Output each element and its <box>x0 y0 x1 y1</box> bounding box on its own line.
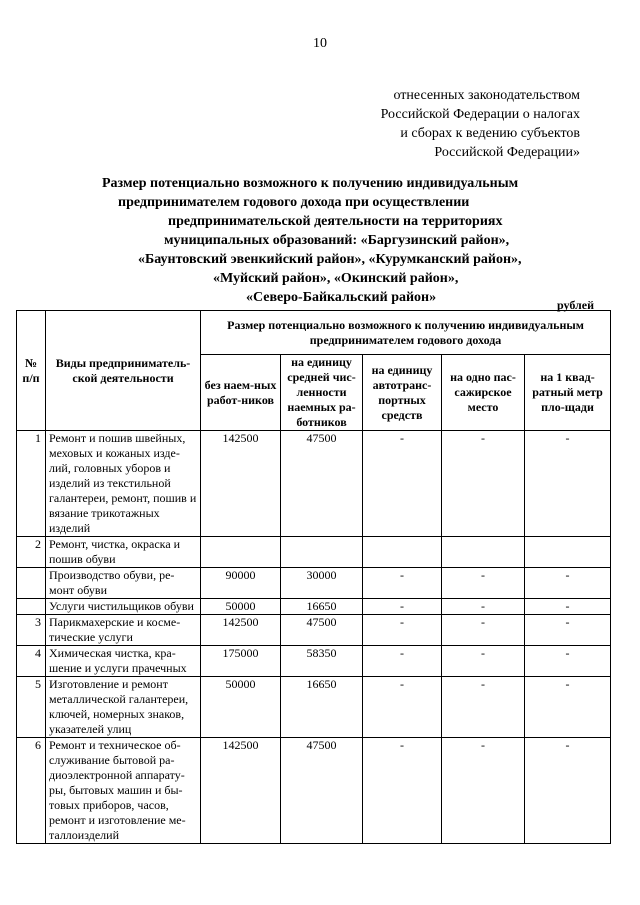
row-number <box>17 599 46 615</box>
row-activity: Услуги чистильщиков обуви <box>46 599 201 615</box>
row-number: 6 <box>17 738 46 844</box>
header-col-per-sqm: на 1 квад-ратный метр пло-щади <box>525 355 611 431</box>
row-activity: Химическая чистка, кра-шение и услуги прачечных <box>46 646 201 677</box>
page-number: 10 <box>313 36 327 51</box>
row-activity: Ремонт, чистка, окраска и пошив обуви <box>46 537 201 568</box>
header-col-per-vehicle: на единицу автотранс-портных средств <box>363 355 442 431</box>
title-line: «Баунтовский эвенкийский район», «Курумканский район», <box>138 252 522 267</box>
header-col-per-employee: на единицу средней чис-ленности наемных ра-ботников <box>281 355 363 431</box>
row-number: 3 <box>17 615 46 646</box>
row-value: - <box>363 677 442 738</box>
row-value: 47500 <box>281 615 363 646</box>
title-line: муниципальных образований: «Баргузинский район», <box>164 233 510 248</box>
row-value: - <box>442 615 525 646</box>
row-value: 16650 <box>281 599 363 615</box>
row-activity: Парикмахерские и косме-тические услуги <box>46 615 201 646</box>
row-value: - <box>442 677 525 738</box>
row-value: 90000 <box>201 568 281 599</box>
header-num: № п/п <box>17 311 46 431</box>
table-row <box>17 431 611 537</box>
header-note-line: Российской Федерации о налогах <box>380 107 580 122</box>
row-value: - <box>363 738 442 844</box>
table-row <box>17 738 611 844</box>
row-number: 1 <box>17 431 46 537</box>
title-line: «Муйский район», «Окинский район», <box>213 271 459 286</box>
row-value: - <box>363 615 442 646</box>
row-value <box>442 537 525 568</box>
table-row <box>17 568 611 599</box>
row-value <box>363 537 442 568</box>
row-number: 2 <box>17 537 46 568</box>
row-value <box>201 537 281 568</box>
row-value: 47500 <box>281 431 363 537</box>
row-value: - <box>525 646 611 677</box>
title-line: Размер потенциально возможного к получению индивидуальным <box>102 176 519 191</box>
row-value: 142500 <box>201 738 281 844</box>
row-number <box>17 568 46 599</box>
row-value: - <box>525 568 611 599</box>
row-value: - <box>363 646 442 677</box>
row-value <box>281 537 363 568</box>
units-label: рублей <box>556 298 594 312</box>
row-value: - <box>442 431 525 537</box>
row-value: - <box>442 599 525 615</box>
header-col-no-employees: без наем-ных работ-ников <box>201 355 281 431</box>
row-value: 30000 <box>281 568 363 599</box>
row-value: - <box>363 599 442 615</box>
row-value: 50000 <box>201 599 281 615</box>
table-row <box>17 599 611 615</box>
row-value: - <box>525 599 611 615</box>
row-value: - <box>363 568 442 599</box>
row-value: - <box>525 677 611 738</box>
row-value: - <box>525 615 611 646</box>
header-note <box>280 86 580 162</box>
header-activity: Виды предприниматель-ской деятельности <box>46 311 201 431</box>
table-row <box>17 615 611 646</box>
table-row <box>17 537 611 568</box>
title-line: предпринимательской деятельности на территориях <box>168 214 503 229</box>
header-note-line: Российской Федерации» <box>434 145 580 160</box>
header-row <box>17 311 611 355</box>
row-value: - <box>442 738 525 844</box>
row-value: - <box>525 431 611 537</box>
row-number: 4 <box>17 646 46 677</box>
row-value: 175000 <box>201 646 281 677</box>
row-value: - <box>525 738 611 844</box>
row-activity: Производство обуви, ре-монт обуви <box>46 568 201 599</box>
title-line: предпринимателем годового дохода при осуществлении <box>118 195 470 210</box>
row-value <box>525 537 611 568</box>
document-title <box>80 174 640 307</box>
table-row <box>17 677 611 738</box>
header-note-line: и сборах к ведению субъектов <box>400 126 580 141</box>
header-col-per-seat: на одно пас-сажирское место <box>442 355 525 431</box>
row-activity: Изготовление и ремонт металлической галантереи, ключей, номерных знаков, указателей улиц <box>46 677 201 738</box>
row-value: 50000 <box>201 677 281 738</box>
row-activity: Ремонт и пошив швейных, меховых и кожаных изде-лий, головных уборов и изделий из текстильной галантереи, ремонт, пошив и вязание трикотажных изделий <box>46 431 201 537</box>
row-number: 5 <box>17 677 46 738</box>
row-value: - <box>363 431 442 537</box>
row-value: 16650 <box>281 677 363 738</box>
table-row <box>17 646 611 677</box>
row-value: 142500 <box>201 615 281 646</box>
header-income-group: Размер потенциально возможного к получению индивидуальным предпринимателем годового дохода <box>201 311 611 355</box>
row-value: - <box>442 646 525 677</box>
income-table <box>16 310 611 844</box>
title-line: «Северо-Байкальский район» <box>246 290 437 305</box>
row-activity: Ремонт и техническое об-служивание бытовой ра-диоэлектронной аппарату-ры, бытовых машин и бы-товых приборов, часов, ремонт и изготовление ме-таллоизделий <box>46 738 201 844</box>
row-value: 58350 <box>281 646 363 677</box>
header-note-line: отнесенных законодательством <box>393 88 580 103</box>
row-value: - <box>442 568 525 599</box>
row-value: 142500 <box>201 431 281 537</box>
row-value: 47500 <box>281 738 363 844</box>
